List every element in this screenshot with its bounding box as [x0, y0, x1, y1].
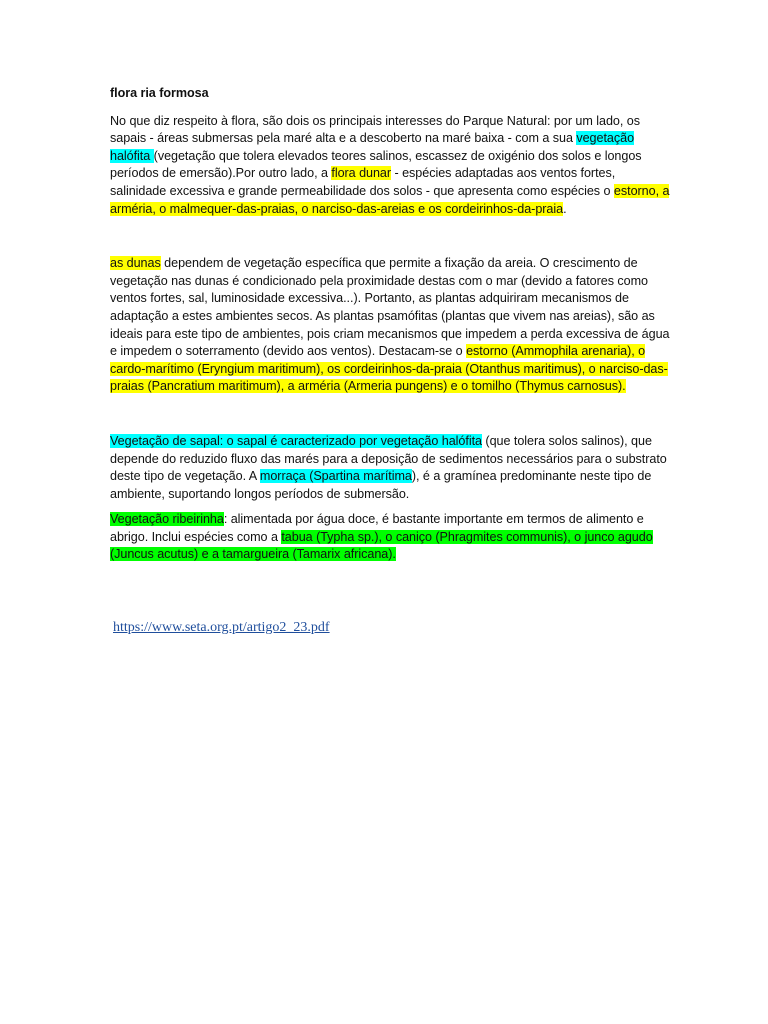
text-segment: : alimentada por água doce, é bastante importante em termos de alimento e abrigo. Inclui espécies como a [110, 512, 644, 544]
text-segment: No que diz respeito à flora, são dois os principais interesses do Parque Natural: por um lado, os sapais - áreas submersas pela maré alta e a descoberto na maré baixa - com a sua [110, 113, 640, 146]
text-segment: (que tolera solos salinos), que depende do reduzido fluxo das marés para a deposição de sedimentos necessários para o substrato deste tipo de vegetação. A [110, 433, 667, 484]
highlight-flora-dunar: flora dunar [331, 166, 392, 181]
paragraph-dunas [110, 255, 670, 396]
highlight-as-dunas: as dunas [110, 256, 161, 271]
text-segment: dependem de vegetação específica que permite a fixação da areia. O crescimento de vegetação nas dunas é condicionado pela proximidade destas com o mar (devido a fatores como ventos fortes, sal, luminosidade excessiva...). Portanto, as plantas adquiriram mecanismos de adaptação a estes ambientes secos. As plantas psamófitas (plantas que vivem nas areias), são as ideais para este tipo de ambientes, pois criam mecanismos que impedem a perda excessiva de água e impedem o soterramento (devido aos ventos). Destacam-se o [110, 256, 670, 359]
text-segment: . [563, 201, 567, 216]
highlight-dune-species: estorno, a arméria, o malmequer-das-praias, o narciso-das-areias e os cordeirinhos-da-praia [110, 183, 670, 216]
highlight-morraca: morraça (Spartina marítima [259, 469, 412, 484]
highlight-vegetacao-halofita: vegetação halófita [110, 131, 635, 163]
document-title: flora ria formosa [110, 86, 209, 100]
highlight-vegetacao-sapal: Vegetação de sapal: o sapal é caracterizado por vegetação halófita [110, 433, 482, 448]
paragraph-ribeirinha [110, 511, 670, 564]
document-body [110, 85, 670, 564]
highlight-psamofitas-species: estorno (Ammophila arenaria), o cardo-marítimo (Eryngium maritimum), os cordeirinhos-da-praia (Otanthus maritimus), o narciso-das-praias (Pancratium maritimum), a arméria (Armeria pungens) e o tomilho (Thymus carnosus). [110, 344, 668, 394]
paragraph-flora-intro [110, 113, 670, 219]
text-segment: ), é a gramínea predominante neste tipo de ambiente, suportando longos períodos de submersão. [110, 469, 652, 501]
text-segment: (vegetação que tolera elevados teores salinos, escassez de oxigénio dos solos e longos períodos de emersão).Por outro lado, a [110, 148, 642, 181]
source-link[interactable]: https://www.seta.org.pt/artigo2_23.pdf [113, 620, 330, 635]
paragraph-sapal [110, 433, 670, 503]
text-segment: - espécies adaptadas aos ventos fortes, salinidade excessiva e grande permeabilidade dos solos - que apresenta como espécies o [110, 166, 616, 198]
highlight-riparian-species: tabua (Typha sp.), o caniço (Phragmites communis), o junco agudo (Juncus acutus) e a tamargueira (Tamarix africana). [110, 529, 653, 562]
highlight-vegetacao-ribeirinha: Vegetação ribeirinha [110, 512, 224, 527]
